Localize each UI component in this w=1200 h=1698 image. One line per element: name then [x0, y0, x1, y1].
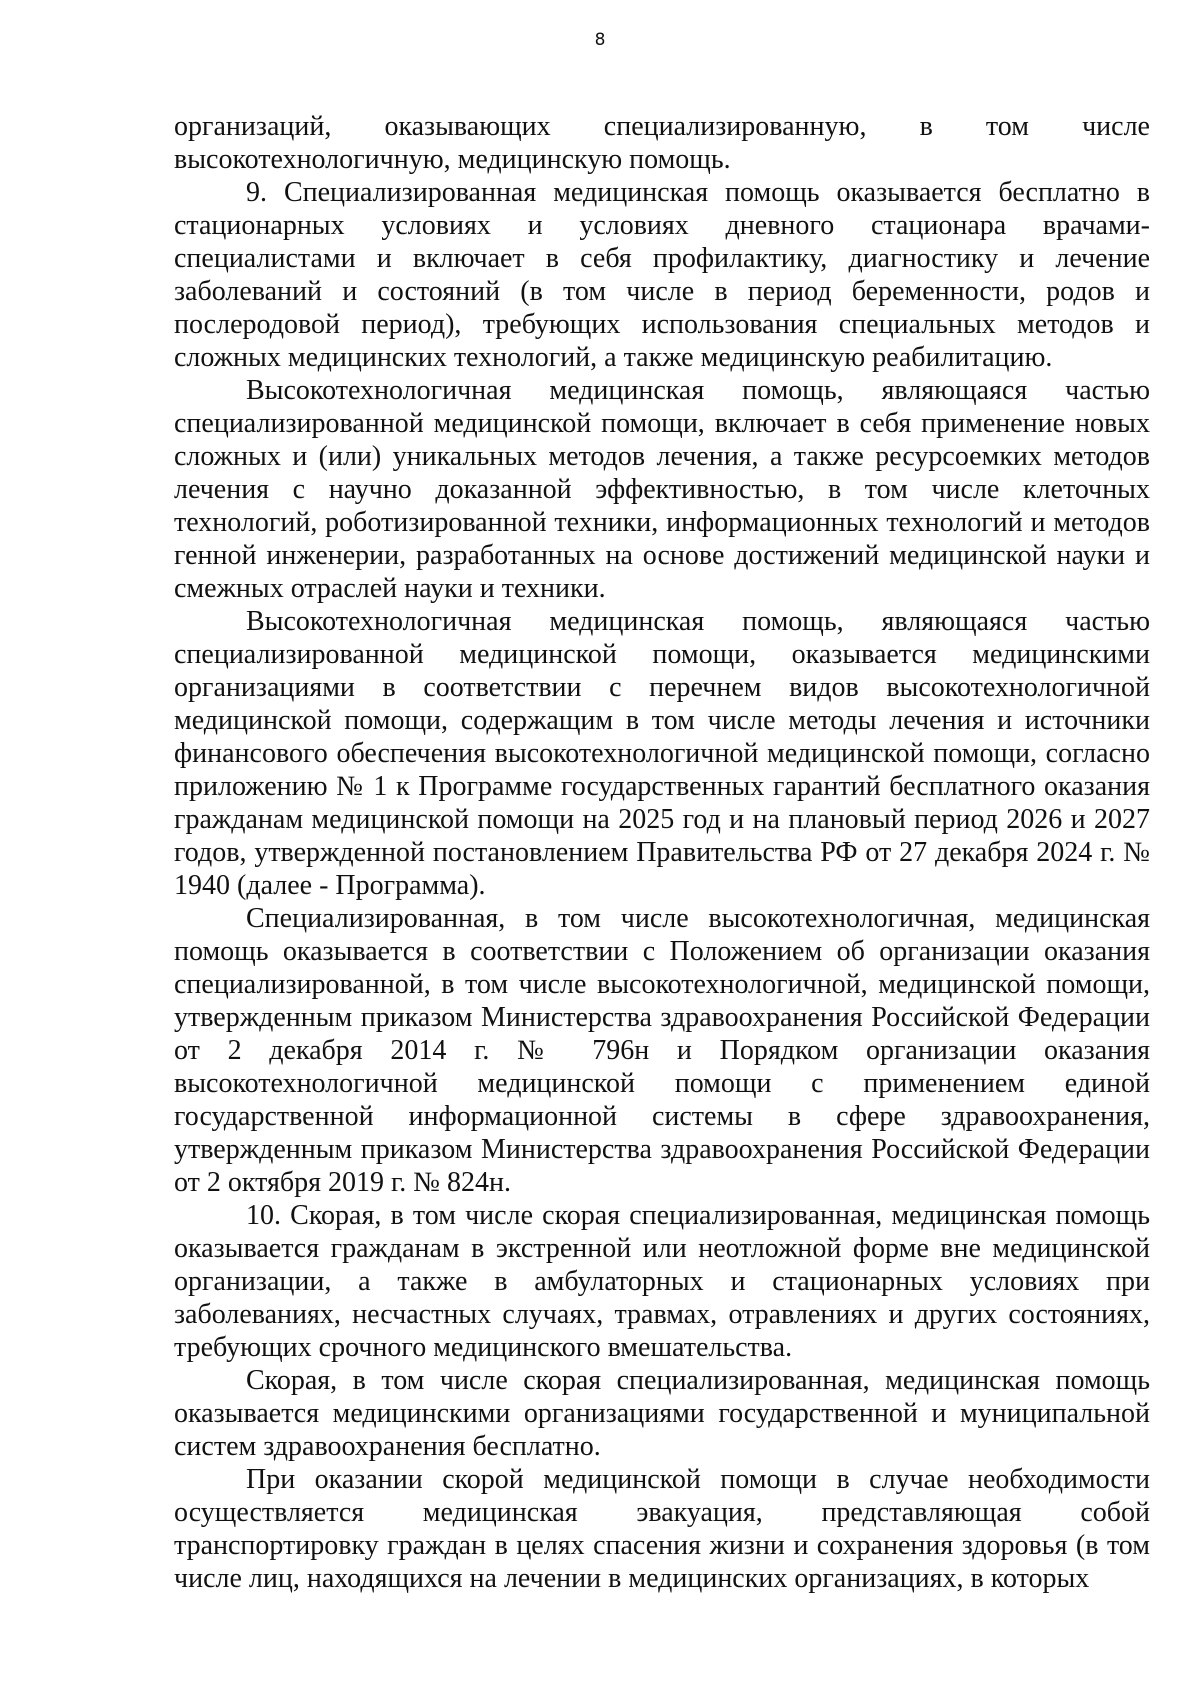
paragraph-specialized-care-regulation: Специализированная, в том числе высокотехнологичная, медицинская помощь оказывается в соответствии с Положением об организации оказания специализированной, в том числе высокотехнологичной, медицинской помощи, утвержденным приказом Министерства здравоохранения Российской Федерации от 2 декабря 2014 г. № 796н и Порядком организации оказания высокотехнологичной медицинской помощи с применением единой государственной информационной системы в сфере здравоохранения, утвержденным приказом Министерства здравоохранения Российской Федерации от 2 октября 2019 г. № 824н.	[174, 903, 1150, 1198]
paragraph-continuation: организаций, оказывающих специализированную, в том числе высокотехнологичную, медицинскую помощь.	[174, 111, 1150, 175]
paragraph-medical-evacuation: При оказании скорой медицинской помощи в случае необходимости осуществляется медицинская эвакуация, представляющая собой транспортировку граждан в целях спасения жизни и сохранения здоровья (в том числе лиц, находящихся на лечении в медицинских организациях, в которых	[174, 1464, 1150, 1594]
paragraph-high-tech-care-definition: Высокотехнологичная медицинская помощь, являющаяся частью специализированной медицинской помощи, включает в себя применение новых сложных и (или) уникальных методов лечения, а также ресурсоемких методов лечения с научно доказанной эффективностью, в том числе клеточных технологий, роботизированной техники, информационных технологий и методов генной инженерии, разработанных на основе достижений медицинской науки и смежных отраслей науки и техники.	[174, 375, 1150, 604]
paragraph-high-tech-care-providers: Высокотехнологичная медицинская помощь, являющаяся частью специализированной медицинской помощи, оказывается медицинскими организациями в соответствии с перечнем видов высокотехнологичной медицинской помощи, содержащим в том числе методы лечения и источники финансового обеспечения высокотехнологичной медицинской помощи, согласно приложению № 1 к Программе государственных гарантий бесплатного оказания гражданам медицинской помощи на 2025 год и на плановый период 2026 и 2027 годов, утвержденной постановлением Правительства РФ от 27 декабря 2024 г. № 1940 (далее - Программа).	[174, 606, 1150, 901]
paragraph-item-10: 10. Скорая, в том числе скорая специализированная, медицинская помощь оказывается гражданам в экстренной или неотложной форме вне медицинской организации, а также в амбулаторных и стационарных условиях при заболеваниях, несчастных случаях, травмах, отравлениях и других состояниях, требующих срочного медицинского вмешательства.	[174, 1200, 1150, 1363]
document-body	[174, 110, 1150, 1595]
paragraph-emergency-care-free: Скорая, в том числе скорая специализированная, медицинская помощь оказывается медицинскими организациями государственной и муниципальной систем здравоохранения бесплатно.	[174, 1365, 1150, 1462]
paragraph-item-9: 9. Специализированная медицинская помощь оказывается бесплатно в стационарных условиях и условиях дневного стационара врачами-специалистами и включает в себя профилактику, диагностику и лечение заболеваний и состояний (в том числе в период беременности, родов и послеродовой период), требующих использования специальных методов и сложных медицинских технологий, а также медицинскую реабилитацию.	[174, 177, 1150, 373]
page-number: 8	[594, 30, 606, 50]
